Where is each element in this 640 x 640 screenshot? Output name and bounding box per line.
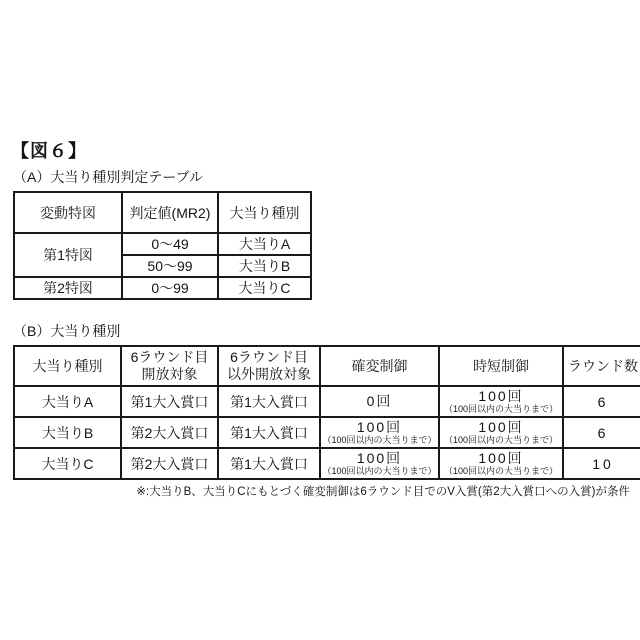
table-row xyxy=(14,277,311,299)
table-row-jackpot-b xyxy=(14,417,640,448)
table-b-header-other-target xyxy=(218,346,320,386)
section-a-label: （A）大当り種別判定テーブル xyxy=(13,169,204,185)
table-row-jackpot-c xyxy=(14,448,640,479)
jackpot-type-spec-table xyxy=(13,345,640,480)
cell-type: 大当りB xyxy=(14,417,121,448)
table-a-cell-jackpot-b: 大当りB xyxy=(218,255,311,277)
kakuhen-count: 100回 xyxy=(356,449,403,466)
cell-type: 大当りC xyxy=(14,448,121,479)
header-line: 以外開放対象 xyxy=(227,366,311,382)
kakuhen-condition: （100回以内の大当りまで） xyxy=(322,434,437,445)
table-b-header-round6-target xyxy=(121,346,218,386)
cell-jitan xyxy=(439,386,563,417)
table-b-header-jitan-control: 時短制御 xyxy=(439,346,563,386)
section-b-label: （B）大当り種別 xyxy=(13,323,121,339)
table-a-cell-jackpot-c: 大当りC xyxy=(218,277,311,299)
header-line: 開放対象 xyxy=(141,366,198,382)
jackpot-type-determination-table xyxy=(13,191,312,300)
table-a-cell-jackpot-a: 大当りA xyxy=(218,233,311,255)
cell-other-target: 第1大入賞口 xyxy=(218,417,320,448)
jitan-condition: （100回以内の大当りまで） xyxy=(443,403,559,414)
table-a-cell-dai1-tokuzu: 第1特図 xyxy=(14,233,122,277)
jitan-count: 100回 xyxy=(478,418,524,435)
cell-kakuhen xyxy=(320,386,439,417)
cell-round6-target: 第2大入賞口 xyxy=(121,417,218,448)
cell-type: 大当りA xyxy=(14,386,121,417)
cell-round6-target: 第2大入賞口 xyxy=(121,448,218,479)
kakuhen-count: 100回 xyxy=(356,418,403,435)
cell-round-count: 6 xyxy=(563,386,640,417)
cell-round-count: 6 xyxy=(563,417,640,448)
cell-jitan xyxy=(439,417,563,448)
table-a-cell-dai2-tokuzu: 第2特図 xyxy=(14,277,122,299)
figure-title: 【図６】 xyxy=(11,141,87,161)
kakuhen-count: 0回 xyxy=(366,393,393,409)
table-a-header-hantei-value: 判定値(MR2) xyxy=(122,192,218,233)
table-a-header-row xyxy=(14,192,311,233)
table-a-cell-range-0-49: 0～49 xyxy=(122,233,218,255)
table-row xyxy=(14,233,311,255)
cell-round6-target: 第1大入賞口 xyxy=(121,386,218,417)
cell-kakuhen xyxy=(320,448,439,479)
cell-other-target: 第1大入賞口 xyxy=(218,448,320,479)
cell-jitan xyxy=(439,448,563,479)
jitan-count: 100回 xyxy=(478,449,524,466)
header-line: 6ラウンド目 xyxy=(230,349,308,365)
table-b-header-jackpot-type: 大当り種別 xyxy=(14,346,121,386)
footnote: ※:大当りB、大当りCにもとづく確変制御は6ラウンド目でのV入賞(第2大入賞口への入賞)が条件 xyxy=(136,486,630,498)
cell-kakuhen xyxy=(320,417,439,448)
table-a-cell-range-50-99: 50～99 xyxy=(122,255,218,277)
header-line: 6ラウンド目 xyxy=(130,349,209,365)
table-a-header-hendou-tokuzu: 変動特図 xyxy=(14,192,122,233)
kakuhen-condition: （100回以内の大当りまで） xyxy=(322,465,437,476)
table-a-header-jackpot-type: 大当り種別 xyxy=(218,192,311,233)
table-b-header-row xyxy=(14,346,640,386)
table-a-cell-range-0-99: 0～99 xyxy=(122,277,218,299)
table-b-header-round-count: ラウンド数 xyxy=(563,346,640,386)
jitan-condition: （100回以内の大当りまで） xyxy=(443,434,559,445)
table-row-jackpot-a xyxy=(14,386,640,417)
jitan-count: 100回 xyxy=(478,387,524,404)
cell-other-target: 第1大入賞口 xyxy=(218,386,320,417)
jitan-condition: （100回以内の大当りまで） xyxy=(443,465,559,476)
table-b-header-kakuhen-control: 確変制御 xyxy=(320,346,439,386)
cell-round-count: 10 xyxy=(563,448,640,479)
